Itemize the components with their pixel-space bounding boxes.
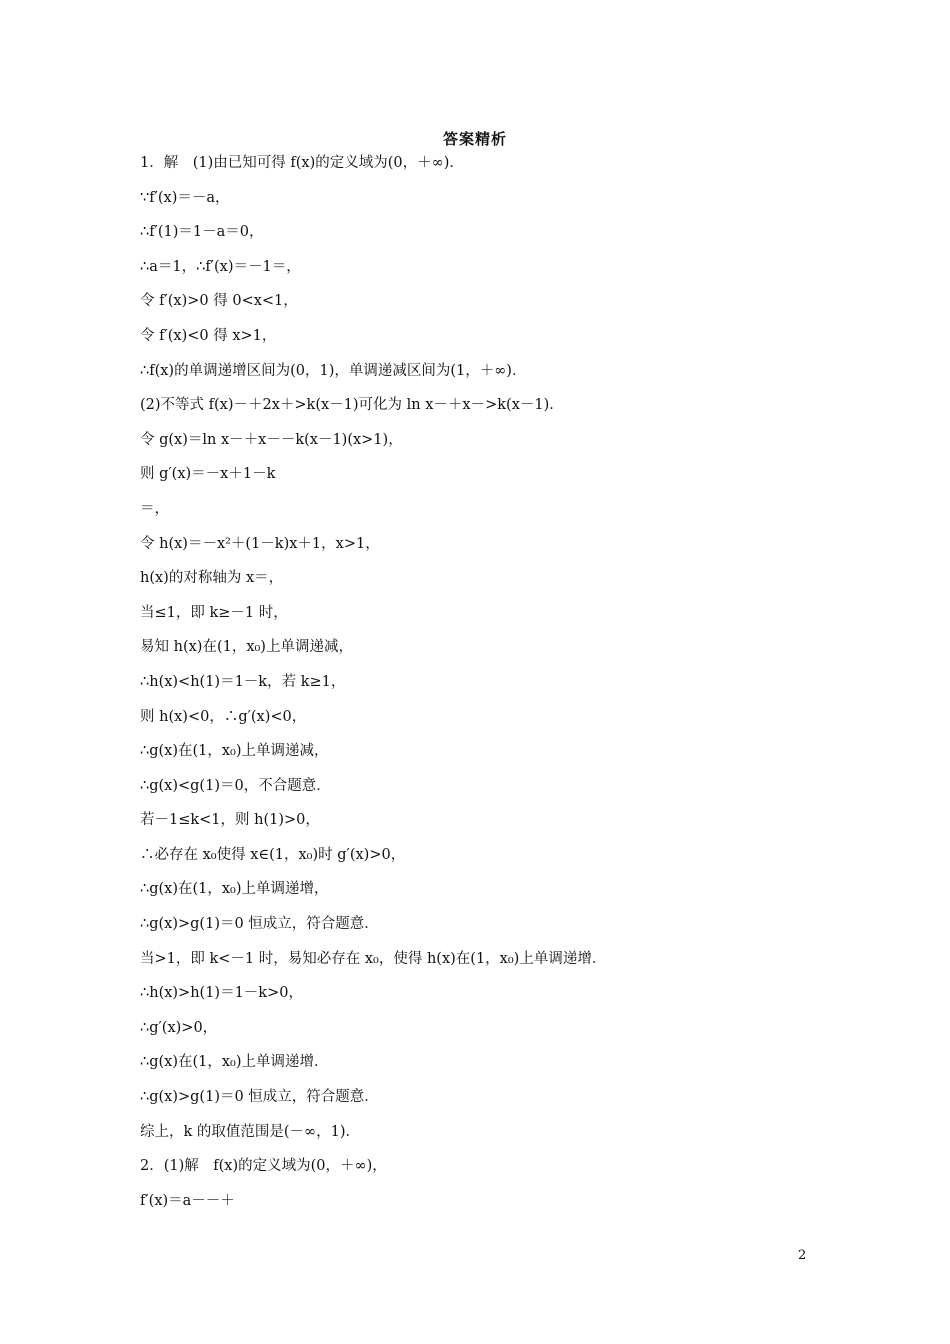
- answer-body: [140, 151, 840, 1223]
- text-line: 综上，k 的取值范围是(－∞，1)．: [140, 1123, 361, 1140]
- text-line: ∴f′(1)＝1－a＝0，: [140, 224, 264, 241]
- text-line: ∴g(x)在(1，x₀)上单调递增．: [140, 1054, 329, 1071]
- text-line: ∴必存在 x₀使得 x∈(1，x₀)时 g′(x)>0，: [140, 846, 406, 863]
- text-line: ∴a＝1，∴f′(x)＝－1＝，: [140, 258, 301, 275]
- text-line: ∴h(x)>h(1)＝1－k>0，: [140, 985, 303, 1002]
- text-line: 1．解 (1)由已知可得 f(x)的定义域为(0，＋∞)．: [140, 155, 464, 171]
- text-line: ∴g′(x)>0，: [140, 1019, 218, 1036]
- text-line: 令 f′(x)<0 得 x>1，: [140, 327, 277, 344]
- text-line: f′(x)＝a－－＋: [140, 1192, 235, 1209]
- text-line: 当≤1，即 k≥－1 时，: [140, 604, 288, 621]
- text-line: 令 f′(x)>0 得 0<x<1，: [140, 293, 298, 310]
- text-line: ∴g(x)>g(1)＝0 恒成立，符合题意．: [140, 1089, 379, 1106]
- text-line: 若－1≤k<1，则 h(1)>0，: [140, 812, 320, 829]
- page-title: 答案精析: [442, 130, 507, 148]
- text-line: (2)不等式 f(x)－＋2x＋>k(x－1)可化为 ln x－＋x－>k(x－1)．: [140, 397, 564, 414]
- text-line: ∴h(x)<h(1)＝1－k，若 k≥1，: [140, 673, 346, 690]
- text-line: ∴g(x)>g(1)＝0 恒成立，符合题意．: [140, 916, 379, 933]
- text-line: ＝，: [140, 500, 169, 517]
- text-line: 则 g′(x)＝－x＋1－k: [140, 466, 276, 483]
- text-line: ∴f(x)的单调递增区间为(0，1)，单调递减区间为(1，＋∞)．: [140, 362, 527, 379]
- text-line: 易知 h(x)在(1，x₀)上单调递减，: [140, 639, 353, 656]
- text-line: ∴g(x)<g(1)＝0，不合题意．: [140, 777, 331, 794]
- text-line: 2．(1)解 f(x)的定义域为(0，＋∞)，: [140, 1158, 387, 1175]
- text-line: ∴g(x)在(1，x₀)上单调递增，: [140, 881, 329, 898]
- text-line: h(x)的对称轴为 x＝，: [140, 570, 284, 587]
- text-line: 则 h(x)<0，∴g′(x)<0，: [140, 708, 307, 725]
- text-line: ∴g(x)在(1，x₀)上单调递减，: [140, 743, 329, 760]
- text-line: 当>1，即 k<－1 时，易知必存在 x₀，使得 h(x)在(1，x₀)上单调递增．: [140, 950, 607, 967]
- page-number: 2: [798, 1248, 807, 1263]
- text-line: 令 h(x)＝－x²＋(1－k)x＋1，x>1，: [140, 535, 380, 552]
- text-line: ∵f′(x)＝－a，: [140, 189, 230, 206]
- text-line: 令 g(x)＝ln x－＋x－－k(x－1)(x>1)，: [140, 431, 403, 448]
